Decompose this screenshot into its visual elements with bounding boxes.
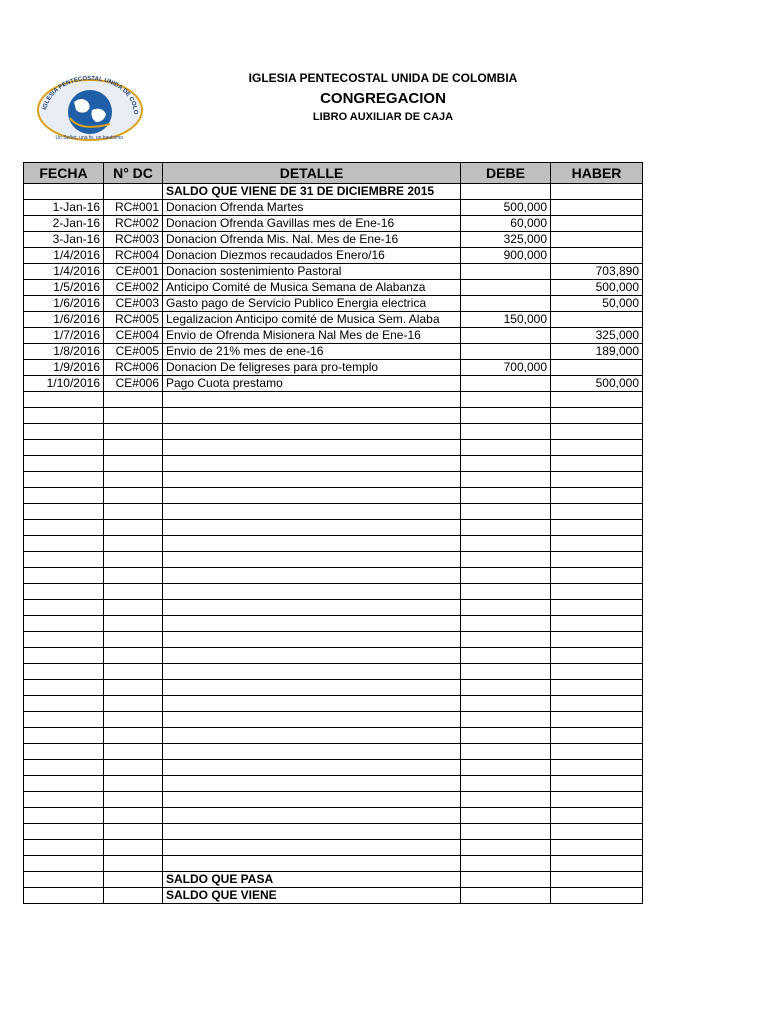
table-row [24,248,643,264]
cell-debe [461,760,551,776]
cell-fecha [24,536,104,552]
cell-detalle [163,744,461,760]
table-row [24,632,643,648]
cell-detalle [163,728,461,744]
cell-debe [461,376,551,392]
cell-haber [551,584,643,600]
cell-detalle [163,520,461,536]
cell-dc [104,696,163,712]
cell-debe [461,296,551,312]
cell-haber [551,632,643,648]
col-dc: N° DC [104,163,163,184]
cell-fecha [24,616,104,632]
table-row [24,312,643,328]
cell-dc [104,488,163,504]
cell-haber [551,888,643,904]
cell-dc [104,520,163,536]
cell-detalle [163,456,461,472]
cell-debe [461,712,551,728]
table-row [24,840,643,856]
cell-dc [104,664,163,680]
cell-fecha [24,584,104,600]
cell-debe [461,184,551,200]
cell-detalle [163,536,461,552]
cell-detalle: Donacion Ofrenda Gavillas mes de Ene-16 [163,216,461,232]
cell-dc: RC#001 [104,200,163,216]
cell-fecha: 1/9/2016 [24,360,104,376]
cell-detalle [163,616,461,632]
cell-haber [551,184,643,200]
cell-detalle: SALDO QUE PASA [163,872,461,888]
cell-dc [104,888,163,904]
cell-detalle [163,840,461,856]
cell-dc [104,584,163,600]
cell-fecha [24,392,104,408]
table-row [24,344,643,360]
cell-debe [461,840,551,856]
table-row [24,728,643,744]
cell-haber: 50,000 [551,296,643,312]
table-row [24,456,643,472]
cell-debe [461,856,551,872]
cell-fecha [24,520,104,536]
cell-haber [551,760,643,776]
cell-debe [461,744,551,760]
table-row [24,872,643,888]
cell-haber [551,568,643,584]
book-title: LIBRO AUXILIAR DE CAJA [312,111,454,123]
cell-debe [461,440,551,456]
table-row [24,264,643,280]
cell-haber [551,440,643,456]
table-row [24,280,643,296]
cell-fecha [24,856,104,872]
cell-fecha: 1/5/2016 [24,280,104,296]
cell-haber [551,856,643,872]
cell-debe: 150,000 [461,312,551,328]
cell-dc [104,568,163,584]
cell-debe [461,488,551,504]
cell-fecha: 1/4/2016 [24,248,104,264]
cell-dc: RC#006 [104,360,163,376]
cell-debe [461,632,551,648]
cell-detalle [163,696,461,712]
cell-haber [551,216,643,232]
cell-detalle [163,760,461,776]
cell-dc [104,184,163,200]
cell-haber [551,360,643,376]
cell-dc [104,712,163,728]
table-row [24,392,643,408]
cell-detalle [163,808,461,824]
cell-haber [551,312,643,328]
table-row [24,408,643,424]
cell-fecha [24,664,104,680]
cell-dc [104,600,163,616]
cash-ledger-table [23,162,643,904]
cell-debe [461,328,551,344]
cell-dc [104,840,163,856]
table-row [24,808,643,824]
cell-debe [461,824,551,840]
cell-haber: 325,000 [551,328,643,344]
cell-dc [104,616,163,632]
table-row [24,616,643,632]
cell-haber [551,392,643,408]
cell-dc [104,776,163,792]
cell-detalle [163,600,461,616]
cell-debe [461,408,551,424]
cell-debe: 700,000 [461,360,551,376]
table-row [24,296,643,312]
cell-debe [461,344,551,360]
cell-dc [104,728,163,744]
cell-detalle [163,424,461,440]
cell-detalle [163,504,461,520]
cell-haber [551,488,643,504]
cell-detalle: Donacion sostenimiento Pastoral [163,264,461,280]
cell-detalle: SALDO QUE VIENE [163,888,461,904]
table-row [24,504,643,520]
cell-dc: CE#001 [104,264,163,280]
cell-debe [461,792,551,808]
cell-haber [551,872,643,888]
cell-debe [461,584,551,600]
cell-debe [461,536,551,552]
cell-fecha [24,840,104,856]
cell-dc [104,456,163,472]
cell-fecha: 1/6/2016 [24,296,104,312]
cell-detalle [163,568,461,584]
cell-dc [104,792,163,808]
cell-fecha [24,728,104,744]
table-row [24,216,643,232]
cell-detalle: Envio de Ofrenda Misionera Nal Mes de Ene-16 [163,328,461,344]
cell-debe [461,568,551,584]
cell-fecha [24,504,104,520]
cell-dc: RC#004 [104,248,163,264]
table-row [24,232,643,248]
table-row [24,472,643,488]
cell-fecha [24,696,104,712]
cell-dc [104,408,163,424]
cell-debe: 325,000 [461,232,551,248]
cell-detalle [163,488,461,504]
cell-debe: 900,000 [461,248,551,264]
table-header-row [24,163,643,184]
cell-debe [461,600,551,616]
cell-dc [104,680,163,696]
cell-haber [551,200,643,216]
cell-fecha [24,184,104,200]
col-detalle: DETALLE [163,163,461,184]
cell-fecha [24,712,104,728]
cell-detalle: Donacion Diezmos recaudados Enero/16 [163,248,461,264]
cell-debe [461,456,551,472]
cell-debe [461,520,551,536]
cell-detalle [163,440,461,456]
cell-haber [551,552,643,568]
cell-fecha: 2-Jan-16 [24,216,104,232]
cell-debe [461,264,551,280]
cell-haber [551,248,643,264]
cell-detalle: Legalizacion Anticipo comité de Musica Sem. Alaba [163,312,461,328]
cell-dc [104,472,163,488]
cell-dc: RC#003 [104,232,163,248]
table-row [24,856,643,872]
cell-fecha: 1/8/2016 [24,344,104,360]
cell-debe [461,888,551,904]
cell-dc [104,392,163,408]
logo-arc-text: IGLESIA PENTECOSTAL UNIDA DE COLO [42,75,139,115]
table-row [24,376,643,392]
cell-fecha [24,760,104,776]
cell-dc [104,632,163,648]
globe-logo-icon [30,70,148,142]
table-row [24,888,643,904]
cell-detalle [163,392,461,408]
cell-haber [551,472,643,488]
cell-debe: 500,000 [461,200,551,216]
cell-debe [461,504,551,520]
cell-detalle: Anticipo Comité de Musica Semana de Alabanza [163,280,461,296]
cell-debe [461,728,551,744]
col-fecha: FECHA [24,163,104,184]
table-row [24,696,643,712]
cell-haber [551,664,643,680]
cell-debe [461,808,551,824]
cell-dc: CE#006 [104,376,163,392]
congregation-title: CONGREGACION [320,90,446,107]
cell-haber [551,808,643,824]
cell-detalle [163,632,461,648]
cell-haber [551,424,643,440]
cell-detalle [163,792,461,808]
table-row [24,440,643,456]
cell-dc [104,760,163,776]
cell-fecha: 1-Jan-16 [24,200,104,216]
cell-fecha: 1/7/2016 [24,328,104,344]
cell-haber [551,840,643,856]
cell-dc [104,440,163,456]
table-row [24,552,643,568]
cell-debe: 60,000 [461,216,551,232]
cell-haber: 500,000 [551,280,643,296]
table-row [24,760,643,776]
cell-detalle [163,856,461,872]
cell-haber [551,536,643,552]
cell-haber [551,600,643,616]
cell-haber [551,824,643,840]
cell-haber [551,616,643,632]
cell-fecha [24,552,104,568]
cell-fecha: 1/6/2016 [24,312,104,328]
cell-haber [551,456,643,472]
table-row [24,712,643,728]
cell-dc [104,808,163,824]
cell-detalle: Gasto pago de Servicio Publico Energia electrica [163,296,461,312]
cell-dc: CE#004 [104,328,163,344]
col-haber: HABER [551,163,643,184]
cell-fecha: 1/4/2016 [24,264,104,280]
cell-detalle: Donacion De feligreses para pro-templo [163,360,461,376]
cell-dc [104,504,163,520]
table-row [24,568,643,584]
cell-dc: RC#002 [104,216,163,232]
table-row [24,520,643,536]
cell-haber [551,776,643,792]
ledger-body [24,184,643,904]
cell-haber [551,696,643,712]
cell-fecha [24,600,104,616]
table-row [24,360,643,376]
cell-fecha [24,408,104,424]
cell-dc: CE#005 [104,344,163,360]
col-debe: DEBE [461,163,551,184]
cell-dc: CE#003 [104,296,163,312]
cell-fecha [24,888,104,904]
cell-detalle: Pago Cuota prestamo [163,376,461,392]
cell-debe [461,392,551,408]
table-row [24,536,643,552]
cell-detalle [163,680,461,696]
cell-fecha [24,824,104,840]
table-row [24,424,643,440]
cell-fecha [24,456,104,472]
cell-fecha [24,472,104,488]
cell-debe [461,424,551,440]
cell-detalle [163,824,461,840]
cell-debe [461,872,551,888]
cell-fecha: 1/10/2016 [24,376,104,392]
cell-fecha [24,440,104,456]
cell-dc: CE#002 [104,280,163,296]
cell-debe [461,616,551,632]
logo-tagline: Un Señor, una fe, un bautismo. [55,135,125,141]
cell-fecha [24,488,104,504]
cell-haber [551,728,643,744]
cell-fecha [24,872,104,888]
table-row [24,664,643,680]
cell-fecha [24,568,104,584]
cell-dc [104,744,163,760]
cell-debe [461,472,551,488]
cell-dc [104,824,163,840]
cell-debe [461,696,551,712]
table-row [24,584,643,600]
cell-fecha [24,744,104,760]
church-logo [30,70,148,142]
table-row [24,200,643,216]
table-row [24,776,643,792]
table-row [24,792,643,808]
cell-haber [551,712,643,728]
cell-fecha [24,808,104,824]
cell-dc [104,648,163,664]
cell-detalle [163,776,461,792]
cell-detalle [163,584,461,600]
table-row [24,328,643,344]
cell-haber: 189,000 [551,344,643,360]
cell-fecha [24,632,104,648]
cell-detalle: Donacion Ofrenda Mis. Nal. Mes de Ene-16 [163,232,461,248]
cell-detalle [163,664,461,680]
cell-detalle: Envio de 21% mes de ene-16 [163,344,461,360]
cell-haber [551,648,643,664]
cell-haber: 500,000 [551,376,643,392]
cell-fecha [24,776,104,792]
cell-fecha [24,792,104,808]
cell-dc [104,552,163,568]
cell-dc: RC#005 [104,312,163,328]
cell-detalle [163,648,461,664]
cell-detalle [163,408,461,424]
cell-fecha [24,424,104,440]
cell-haber [551,792,643,808]
cell-haber [551,680,643,696]
cell-dc [104,872,163,888]
cell-debe [461,664,551,680]
cell-detalle: SALDO QUE VIENE DE 31 DE DICIEMBRE 2015 [163,184,461,200]
church-name: IGLESIA PENTECOSTAL UNIDA DE COLOMBIA [248,71,518,85]
cell-debe [461,280,551,296]
cell-dc [104,424,163,440]
cell-haber [551,744,643,760]
table-row [24,648,643,664]
cell-detalle: Donacion Ofrenda Martes [163,200,461,216]
cell-haber [551,504,643,520]
table-row [24,744,643,760]
cell-haber: 703,890 [551,264,643,280]
cell-debe [461,552,551,568]
table-row [24,488,643,504]
table-row [24,680,643,696]
table-row [24,600,643,616]
cell-detalle [163,552,461,568]
table-row [24,824,643,840]
cell-fecha [24,648,104,664]
cell-debe [461,680,551,696]
cell-haber [551,232,643,248]
cell-detalle [163,472,461,488]
table-row [24,184,643,200]
cell-dc [104,856,163,872]
cell-fecha [24,680,104,696]
cell-debe [461,776,551,792]
cell-dc [104,536,163,552]
cell-haber [551,520,643,536]
cell-fecha: 3-Jan-16 [24,232,104,248]
cell-detalle [163,712,461,728]
cell-debe [461,648,551,664]
cell-haber [551,408,643,424]
